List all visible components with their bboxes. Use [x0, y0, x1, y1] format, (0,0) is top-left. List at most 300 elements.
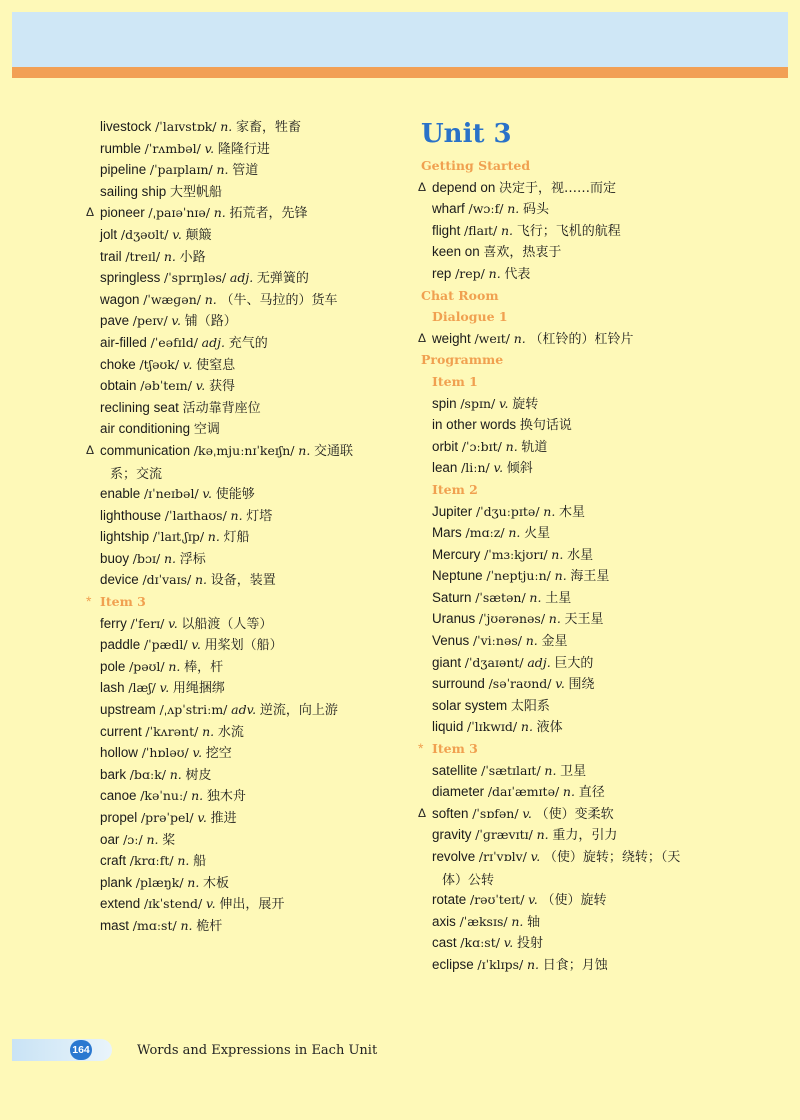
- entry-part-of-speech: n.: [525, 633, 538, 649]
- entry-word: buoy: [100, 550, 130, 566]
- vocab-entry: [418, 522, 748, 544]
- vocab-entry: [86, 116, 404, 138]
- entry-phonetic: /rɪˈvɒlv/: [478, 849, 527, 864]
- entry-part-of-speech: v.: [168, 615, 178, 631]
- vocab-entry: [418, 846, 748, 889]
- star-marker: *: [86, 593, 92, 610]
- entry-phonetic: /əbˈteɪn/: [140, 378, 192, 394]
- vocab-entry: [86, 915, 404, 937]
- entry-word: device: [100, 572, 139, 588]
- entry-meaning: 轴: [527, 914, 541, 930]
- entry-meaning: 无弹簧的: [256, 271, 309, 287]
- vocab-entry: [86, 397, 404, 419]
- entry-word: axis: [432, 913, 456, 929]
- entry-word: rumble: [100, 140, 141, 156]
- vocab-entry: [418, 414, 748, 436]
- vocab-entry: [418, 436, 748, 458]
- entry-word: solar system: [432, 697, 508, 713]
- vocab-entry: [418, 911, 748, 933]
- entry-phonetic: /tʃəʊk/: [139, 356, 180, 372]
- star-marker: *: [418, 740, 424, 757]
- entry-word: wagon: [100, 291, 140, 307]
- vocab-entry: [418, 457, 748, 479]
- entry-meaning: 空调: [193, 422, 220, 438]
- entry-meaning: 小路: [179, 249, 206, 265]
- entry-phonetic: /ˈɡrævɪtɪ/: [475, 827, 533, 843]
- delta-marker: Δ: [418, 805, 427, 820]
- vocab-entry: [86, 807, 404, 829]
- entry-word: choke: [100, 356, 136, 372]
- entry-part-of-speech: n.: [194, 572, 208, 588]
- vocab-entry: [86, 829, 404, 851]
- entry-meaning: 铺（路）: [184, 314, 237, 330]
- entry-word: lighthouse: [100, 507, 162, 523]
- entry-part-of-speech: adj.: [229, 270, 254, 286]
- entry-phonetic: /ˌpaɪəˈnɪə/: [148, 205, 210, 221]
- entry-meaning: 液体: [536, 720, 563, 736]
- entry-part-of-speech: v.: [192, 745, 203, 761]
- subsection-label: Item 1: [432, 373, 478, 389]
- entry-meaning: 木星: [559, 504, 586, 520]
- entry-phonetic: /treɪl/: [125, 248, 161, 264]
- entry-part-of-speech: n.: [536, 827, 549, 843]
- vocab-entry: [418, 241, 748, 263]
- entry-word: Uranus: [432, 611, 476, 627]
- vocab-entry: [86, 872, 404, 894]
- entry-meaning: 伸出，展开: [219, 897, 285, 913]
- entry-meaning: 直径: [578, 785, 605, 801]
- entry-meaning: 逆流，向上游: [259, 703, 338, 719]
- entry-meaning: 充气的: [228, 335, 268, 351]
- entry-part-of-speech: v.: [503, 935, 514, 951]
- entry-word: liquid: [432, 719, 464, 735]
- entry-part-of-speech: v.: [498, 395, 509, 411]
- entry-meaning: 决定于，视……而定: [499, 180, 617, 196]
- vocab-entry: [86, 354, 404, 376]
- entry-part-of-speech: n.: [520, 719, 533, 735]
- entry-part-of-speech: adv.: [231, 702, 257, 718]
- entry-part-of-speech: n.: [562, 784, 575, 800]
- entry-part-of-speech: v.: [206, 896, 216, 912]
- vocab-entry: [418, 760, 748, 782]
- entry-word: Venus: [432, 633, 470, 649]
- entry-phonetic: /mɑːz/: [465, 525, 505, 541]
- entry-word: air conditioning: [100, 421, 191, 437]
- entry-meaning: 桅杆: [196, 918, 223, 934]
- section-heading: Chat Room: [421, 287, 499, 303]
- entry-part-of-speech: n.: [543, 503, 556, 519]
- vocab-entry: [418, 716, 748, 738]
- entry-meaning: 用绳捆绑: [172, 681, 225, 697]
- entry-meaning: 金星: [541, 634, 568, 650]
- entry-word: Neptune: [432, 568, 483, 584]
- delta-marker: Δ: [86, 205, 95, 220]
- entry-phonetic: /ˈpædl/: [143, 637, 188, 653]
- entry-part-of-speech: n.: [501, 222, 514, 238]
- entry-meaning: 用桨划（船）: [204, 638, 283, 654]
- entry-part-of-speech: v.: [522, 805, 532, 821]
- entry-phonetic: /ˈviːnəs/: [472, 633, 522, 649]
- entry-word: Mercury: [432, 546, 481, 562]
- entry-phonetic: /ˈpaɪplaɪn/: [149, 162, 213, 178]
- vocab-entry: [418, 220, 748, 242]
- entry-meaning: 重力，引力: [552, 828, 618, 844]
- entry-meaning: 灯船: [223, 530, 250, 546]
- page-number: 164: [70, 1040, 92, 1060]
- entry-word: canoe: [100, 788, 137, 804]
- vocab-entry: [86, 764, 404, 786]
- entry-part-of-speech: n.: [230, 507, 243, 523]
- vocab-entry: [418, 328, 748, 350]
- entry-meaning: 巨大的: [554, 655, 594, 671]
- entry-phonetic: /dʒəʊlt/: [120, 226, 169, 242]
- entry-word: revolve: [432, 849, 476, 864]
- entry-meaning: （牛、马拉的）货车: [220, 292, 338, 308]
- entry-word: jolt: [100, 226, 118, 242]
- entry-phonetic: /ˈjʊərənəs/: [478, 611, 546, 627]
- entry-part-of-speech: n.: [169, 766, 182, 782]
- entry-meaning: 灯塔: [246, 508, 273, 524]
- entry-part-of-speech: n.: [187, 874, 200, 890]
- entry-word: flight: [432, 222, 461, 238]
- entry-word: pioneer: [100, 205, 145, 221]
- entry-word: upstream: [100, 702, 156, 718]
- subsection-heading: [418, 738, 748, 760]
- entry-meaning: 太阳系: [510, 698, 550, 714]
- entry-phonetic: /bɑːk/: [129, 766, 167, 782]
- entry-phonetic: /kəˈnuː/: [140, 788, 188, 804]
- entry-meaning: 围绕: [568, 677, 595, 693]
- entry-phonetic: /ˈlaɪtˌʃɪp/: [152, 529, 205, 545]
- entry-phonetic: /ˈwæɡən/: [143, 291, 201, 307]
- entry-meaning: 以船渡（人等）: [181, 616, 273, 632]
- entry-phonetic: /ˈneptjuːn/: [486, 568, 551, 584]
- vocab-entry: [86, 224, 404, 246]
- entry-part-of-speech: adj.: [527, 654, 551, 670]
- entry-meaning: 隆隆行进: [217, 141, 270, 157]
- entry-word: cast: [432, 935, 457, 951]
- entry-part-of-speech: v.: [493, 460, 504, 476]
- entry-meaning: 颠簸: [185, 227, 212, 243]
- vocab-entry: [86, 548, 404, 570]
- entry-phonetic: /ˈsætən/: [475, 589, 526, 605]
- entry-phonetic: /ˈsætɪlaɪt/: [481, 762, 541, 778]
- entry-meaning: 倾斜: [506, 461, 533, 477]
- entry-meaning: （使）旋转: [541, 893, 607, 909]
- entry-part-of-speech: n.: [551, 546, 564, 562]
- entry-word: trail: [100, 248, 122, 264]
- vocab-entry: [418, 263, 748, 285]
- entry-word: communication: [100, 442, 191, 458]
- entry-word: air-filled: [100, 334, 147, 350]
- entry-meaning: （杠铃的）杠铃片: [529, 331, 634, 347]
- entry-word: lean: [432, 460, 458, 476]
- delta-marker: Δ: [86, 442, 95, 457]
- entry-part-of-speech: n.: [544, 762, 557, 778]
- entry-meaning: 代表: [504, 266, 531, 282]
- vocab-entry: [418, 673, 748, 695]
- entry-meaning: 大型帆船: [169, 184, 222, 200]
- vocab-entry: [86, 677, 404, 699]
- entry-phonetic: /krɑːft/: [129, 853, 174, 869]
- vocab-entry: [418, 695, 748, 717]
- entry-meaning: 桨: [162, 832, 176, 848]
- entry-phonetic: /liːn/: [461, 460, 490, 476]
- entry-word: eclipse: [432, 956, 474, 972]
- entry-phonetic: /rəʊˈteɪt/: [469, 892, 525, 908]
- entry-word: pave: [100, 313, 130, 329]
- entry-word: pipeline: [100, 162, 147, 178]
- entry-phonetic: /ˈsɒfən/: [472, 805, 519, 821]
- vocab-entry: [86, 289, 404, 311]
- entry-meaning: 轨道: [521, 439, 548, 455]
- vocab-entry: [86, 569, 404, 591]
- delta-marker: Δ: [418, 330, 427, 345]
- entry-word: diameter: [432, 784, 485, 800]
- section-heading: Getting Started: [421, 158, 531, 173]
- left-column: [86, 116, 404, 937]
- entry-part-of-speech: n.: [505, 438, 518, 454]
- entry-part-of-speech: v.: [171, 313, 181, 329]
- subsection-heading: [418, 306, 748, 328]
- entry-part-of-speech: n.: [527, 956, 540, 972]
- entry-phonetic: /plæŋk/: [135, 874, 184, 890]
- entry-phonetic: /ˈlaɪvstɒk/: [155, 119, 217, 134]
- entry-part-of-speech: v.: [555, 676, 565, 692]
- entry-word: depend on: [432, 179, 496, 195]
- vocab-entry: [418, 630, 748, 652]
- vocab-entry: [418, 544, 748, 566]
- entry-meaning-continued: 体）公转: [442, 872, 495, 888]
- entry-part-of-speech: n.: [554, 568, 567, 584]
- entry-word: sailing ship: [100, 183, 167, 199]
- entry-part-of-speech: n.: [207, 529, 220, 545]
- entry-meaning: 日食；月蚀: [542, 957, 608, 973]
- entry-word: pole: [100, 658, 126, 674]
- entry-word: current: [100, 723, 142, 739]
- entry-word: hollow: [100, 745, 138, 761]
- entry-word: surround: [432, 676, 485, 692]
- vocab-entry: [86, 159, 404, 181]
- vocab-entry: [418, 803, 748, 825]
- entry-phonetic: /ˈlaɪthaʊs/: [164, 507, 227, 523]
- entry-phonetic: /kɑːst/: [460, 935, 500, 951]
- vocab-entry: [418, 608, 748, 630]
- entry-phonetic: /peɪv/: [132, 313, 168, 329]
- vocab-entry: [86, 850, 404, 872]
- footer-title: Words and Expressions in Each Unit: [137, 1043, 378, 1058]
- entry-meaning-continued: 系；交流: [110, 466, 163, 482]
- entry-word: in other words: [432, 417, 517, 433]
- entry-meaning: 卫星: [560, 763, 587, 779]
- entry-word: spin: [432, 395, 457, 411]
- vocab-entry: [418, 393, 748, 415]
- vocab-entry: [418, 565, 748, 587]
- vocab-entry: [86, 699, 404, 721]
- vocab-entry: [418, 954, 748, 976]
- vocab-entry: [86, 483, 404, 505]
- vocab-entry: [86, 246, 404, 268]
- entry-meaning: 交通联: [314, 443, 354, 459]
- entry-phonetic: /kəˌmjuːnɪˈkeɪʃn/: [193, 442, 295, 458]
- vocab-entry: [418, 652, 748, 674]
- entry-meaning: 树皮: [185, 767, 212, 783]
- entry-part-of-speech: n.: [508, 525, 521, 541]
- entry-part-of-speech: n.: [168, 658, 181, 674]
- entry-phonetic: /flaɪt/: [464, 222, 498, 238]
- entry-meaning: 使窒息: [196, 357, 236, 373]
- entry-meaning: 换句话说: [519, 418, 572, 434]
- entry-word: soften: [432, 805, 469, 821]
- unit-title: Unit 3: [421, 119, 512, 149]
- vocab-entry: [86, 418, 404, 440]
- entry-word: oar: [100, 831, 120, 847]
- subsection-label: Dialogue 1: [432, 309, 508, 325]
- entry-part-of-speech: v.: [191, 637, 201, 653]
- entry-phonetic: /ˈdʒaɪənt/: [464, 654, 524, 670]
- subsection-heading: [86, 591, 404, 613]
- entry-meaning: 使能够: [215, 487, 255, 503]
- entry-meaning: 天王星: [564, 612, 604, 628]
- entry-part-of-speech: v.: [530, 849, 541, 864]
- vocab-entry: [86, 526, 404, 548]
- entry-phonetic: /wɔːf/: [468, 201, 504, 217]
- entry-part-of-speech: n.: [548, 611, 561, 627]
- entry-word: keen on: [432, 244, 480, 260]
- entry-meaning: 投射: [516, 936, 543, 952]
- entry-word: bark: [100, 766, 127, 782]
- entry-meaning: 飞行；飞机的航程: [516, 223, 621, 239]
- entry-phonetic: /dɪˈvaɪs/: [142, 572, 192, 588]
- entry-meaning: 海王星: [570, 569, 610, 585]
- entry-meaning: 推进: [210, 811, 237, 826]
- entry-meaning: 船: [193, 854, 207, 870]
- vocab-entry: [86, 138, 404, 160]
- entry-part-of-speech: n.: [216, 162, 229, 178]
- entry-part-of-speech: v.: [172, 226, 182, 242]
- subsection-heading: [418, 371, 748, 393]
- entry-meaning: 火星: [524, 526, 551, 542]
- vocab-entry: [418, 501, 748, 523]
- entry-phonetic: /ˈferɪ/: [130, 615, 165, 631]
- entry-part-of-speech: n.: [146, 831, 159, 847]
- entry-phonetic: /pəʊl/: [129, 658, 165, 674]
- entry-phonetic: /bɔɪ/: [132, 550, 161, 566]
- entry-phonetic: /læʃ/: [128, 680, 156, 696]
- entry-part-of-speech: n.: [163, 550, 176, 566]
- entry-phonetic: /rep/: [455, 265, 485, 281]
- entry-phonetic: /səˈraʊnd/: [488, 676, 552, 692]
- entry-part-of-speech: n.: [513, 330, 526, 346]
- entry-part-of-speech: n.: [488, 265, 501, 281]
- entry-word: propel: [100, 810, 138, 825]
- entry-phonetic: /mɑːst/: [132, 917, 177, 933]
- entry-word: springless: [100, 270, 161, 286]
- entry-part-of-speech: n.: [180, 917, 193, 933]
- entry-phonetic: /ɔː/: [123, 831, 143, 847]
- vocab-entry: [418, 889, 748, 911]
- entry-part-of-speech: n.: [204, 291, 217, 307]
- vocab-entry: [86, 656, 404, 678]
- entry-part-of-speech: v.: [202, 486, 212, 502]
- vocab-entry: [86, 721, 404, 743]
- header-band: [12, 12, 788, 67]
- entry-phonetic: /weɪt/: [474, 330, 510, 346]
- entry-phonetic: /ˈæksɪs/: [459, 913, 508, 929]
- entry-word: satellite: [432, 762, 478, 778]
- delta-marker: Δ: [418, 179, 427, 194]
- vocab-entry: [86, 181, 404, 203]
- vocab-entry: [86, 893, 404, 915]
- entry-word: mast: [100, 917, 130, 933]
- vocab-entry: [86, 785, 404, 807]
- entry-word: lightship: [100, 529, 150, 545]
- entry-meaning: 浮标: [179, 551, 206, 567]
- vocab-entry: [418, 932, 748, 954]
- entry-part-of-speech: v.: [182, 356, 193, 372]
- subsection-label: Item 3: [100, 594, 146, 610]
- vocab-entry: [418, 587, 748, 609]
- entry-word: reclining seat: [100, 399, 179, 415]
- entry-word: rep: [432, 265, 452, 281]
- entry-part-of-speech: n.: [213, 205, 226, 221]
- subsection-label: Item 2: [432, 481, 478, 497]
- entry-phonetic: /ˈrʌmbəl/: [144, 140, 201, 156]
- entry-word: Jupiter: [432, 503, 473, 519]
- entry-meaning: 管道: [232, 163, 259, 179]
- entry-part-of-speech: n.: [202, 723, 215, 739]
- entry-phonetic: /ˈhɒləʊ/: [141, 745, 189, 761]
- entry-part-of-speech: v.: [197, 810, 207, 825]
- entry-part-of-speech: n.: [298, 442, 311, 458]
- entry-phonetic: /ˈmɜːkjʊrɪ/: [484, 546, 548, 562]
- entry-phonetic: /ɪˈklɪps/: [477, 956, 524, 972]
- entry-part-of-speech: n.: [191, 788, 204, 804]
- entry-phonetic: /ˈɔːbɪt/: [461, 438, 502, 454]
- entry-meaning: 棒，杆: [184, 659, 224, 675]
- entry-meaning: 喜欢，热衷于: [483, 245, 562, 261]
- entry-phonetic: /ˈsprɪŋləs/: [164, 270, 227, 286]
- entry-meaning: 设备，装置: [210, 573, 276, 589]
- entry-word: gravity: [432, 827, 472, 843]
- entry-word: orbit: [432, 438, 459, 454]
- entry-meaning: 独木舟: [206, 789, 246, 805]
- vocab-entry: [418, 781, 748, 803]
- entry-meaning: 家畜，牲畜: [235, 120, 301, 135]
- entry-meaning: 活动靠背座位: [182, 400, 261, 416]
- entry-word: ferry: [100, 615, 127, 631]
- entry-part-of-speech: v.: [528, 892, 538, 908]
- vocab-entry: [86, 634, 404, 656]
- entry-part-of-speech: n.: [511, 913, 524, 929]
- entry-phonetic: /prəˈpel/: [140, 810, 194, 825]
- entry-phonetic: /ˌʌpˈstriːm/: [159, 702, 228, 718]
- subsection-label: Item 3: [432, 741, 478, 757]
- entry-phonetic: /spɪn/: [460, 395, 496, 411]
- entry-phonetic: /ˈlɪkwɪd/: [467, 719, 518, 735]
- entry-meaning: 挖空: [205, 746, 232, 762]
- entry-phonetic: /ˈkʌrənt/: [145, 723, 199, 739]
- entry-meaning: 土星: [545, 590, 572, 606]
- entry-word: craft: [100, 853, 127, 869]
- entry-part-of-speech: n.: [163, 248, 176, 264]
- entry-word: wharf: [432, 201, 465, 217]
- entry-part-of-speech: v.: [159, 680, 170, 696]
- entry-part-of-speech: n.: [529, 589, 542, 605]
- entry-meaning: （使）旋转；绕转；（天: [543, 850, 681, 865]
- vocab-entry: [418, 177, 748, 199]
- entry-word: weight: [432, 330, 471, 346]
